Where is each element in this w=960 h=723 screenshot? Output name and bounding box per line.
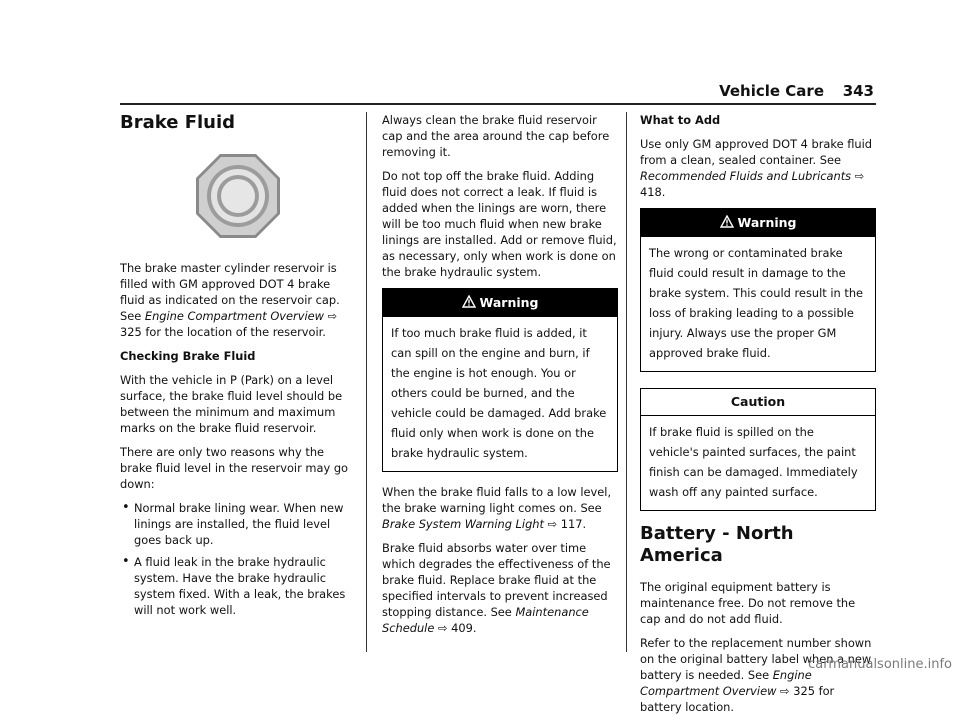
- caution-text: If brake fluid is spilled on the vehicle's painted surfaces, the paint finish can be damaged. Immediately wash off any painted surface.: [649, 425, 858, 499]
- recommended-fluids-link[interactable]: Recommended Fluids and Lubricants: [640, 169, 852, 183]
- intro-paragraph: The brake master cylinder reservoir is filled with GM approved DOT 4 brake fluid as indicated on the reservoir cap. See Engine Compartment Overview ⇨ 325 for the location of the reservoir.: [120, 261, 340, 339]
- section-title: Vehicle Care: [719, 82, 824, 100]
- list-item: • A fluid leak in the brake hydraulic system. Have the brake hydraulic system fixed. With a leak, the brakes will not work well.: [120, 554, 356, 618]
- paragraph: When the brake fluid falls to a low level, the brake warning light comes on. See Brake System Warning Light ⇨ 117.: [382, 485, 612, 531]
- page-ref[interactable]: ⇨ 117: [547, 517, 583, 531]
- page-ref[interactable]: ⇨ 418: [640, 169, 865, 199]
- paragraph: Brake fluid absorbs water over time which degrades the effectiveness of the brake fluid. Replace brake fluid at the specified intervals to prevent increased stopping distance. See Maintenance Schedule ⇨ 409.: [382, 541, 611, 635]
- list-item: • Normal brake lining wear. When new linings are installed, the fluid level goes back up.: [120, 500, 356, 548]
- engine-compartment-link[interactable]: Engine Compartment Overview: [640, 668, 812, 698]
- brake-fluid-heading: Brake Fluid: [120, 112, 236, 133]
- warning-header: Warning: [641, 209, 875, 237]
- reasons-list: [120, 500, 356, 618]
- paragraph: Refer to the replacement number shown on the original battery label when a new battery is needed. See Engine Compartment Overview ⇨ 325 for battery location.: [640, 636, 872, 714]
- page-ref[interactable]: ⇨ 325: [120, 309, 338, 339]
- header-rule: [120, 103, 876, 105]
- paragraph: The original equipment battery is maintenance free. Do not remove the cap and do not add fluid.: [640, 580, 856, 626]
- what-to-add-subhead: What to Add: [640, 113, 721, 127]
- column-divider-1: [366, 112, 367, 652]
- column-2: [382, 112, 618, 644]
- warning-triangle-icon: [462, 290, 476, 318]
- maintenance-schedule-link[interactable]: Maintenance Schedule: [382, 605, 589, 635]
- page-number: 343: [842, 82, 874, 100]
- warning-box: [640, 208, 876, 372]
- column-1: [120, 112, 356, 626]
- brake-fluid-reservoir-cap-icon: [194, 152, 282, 240]
- warning-header: Warning: [383, 289, 617, 317]
- watermark: carmanualsonline.info: [808, 657, 952, 672]
- paragraph: Use only GM approved DOT 4 brake fluid from a clean, sealed container. See Recommended Fluids and Lubricants ⇨ 418.: [640, 137, 873, 199]
- checking-brake-fluid-subhead: Checking Brake Fluid: [120, 349, 256, 363]
- warning-text: The wrong or contaminated brake fluid could result in damage to the brake system. This could result in the loss of braking leading to a possible injury. Always use the proper GM approved brake fluid.: [649, 246, 864, 360]
- page-ref[interactable]: ⇨ 409: [437, 621, 473, 635]
- warning-box: [382, 288, 618, 472]
- column-3: [640, 112, 876, 723]
- battery-heading: Battery - North America: [640, 523, 794, 566]
- page-ref[interactable]: ⇨ 325: [780, 684, 815, 698]
- page-header: [0, 82, 960, 102]
- warning-triangle-icon: [720, 210, 734, 238]
- paragraph: Do not top off the brake fluid. Adding fluid does not correct a leak. If fluid is added when the linings are worn, there will be too much fluid when new brake linings are installed. Add or remove fluid, as necessary, only when work is done on the brake hydraulic system.: [382, 169, 617, 279]
- paragraph: With the vehicle in P (Park) on a level surface, the brake fluid level should be between the minimum and maximum marks on the brake fluid reservoir.: [120, 373, 343, 435]
- paragraph: Always clean the brake fluid reservoir cap and the area around the cap before removing it.: [382, 113, 610, 159]
- engine-compartment-link[interactable]: Engine Compartment Overview: [144, 309, 324, 323]
- brake-warning-light-link[interactable]: Brake System Warning Light: [382, 517, 544, 531]
- warning-text: If too much brake fluid is added, it can spill on the engine and burn, if the engine is hot enough. You or others could be burned, and the vehicle could be damaged. Add brake fluid only when work is done on the brake hydraulic system.: [391, 326, 607, 460]
- caution-header: Caution: [641, 389, 875, 416]
- column-divider-2: [626, 112, 627, 652]
- caution-box: [640, 388, 876, 511]
- paragraph: There are only two reasons why the brake fluid level in the reservoir may go down:: [120, 445, 349, 491]
